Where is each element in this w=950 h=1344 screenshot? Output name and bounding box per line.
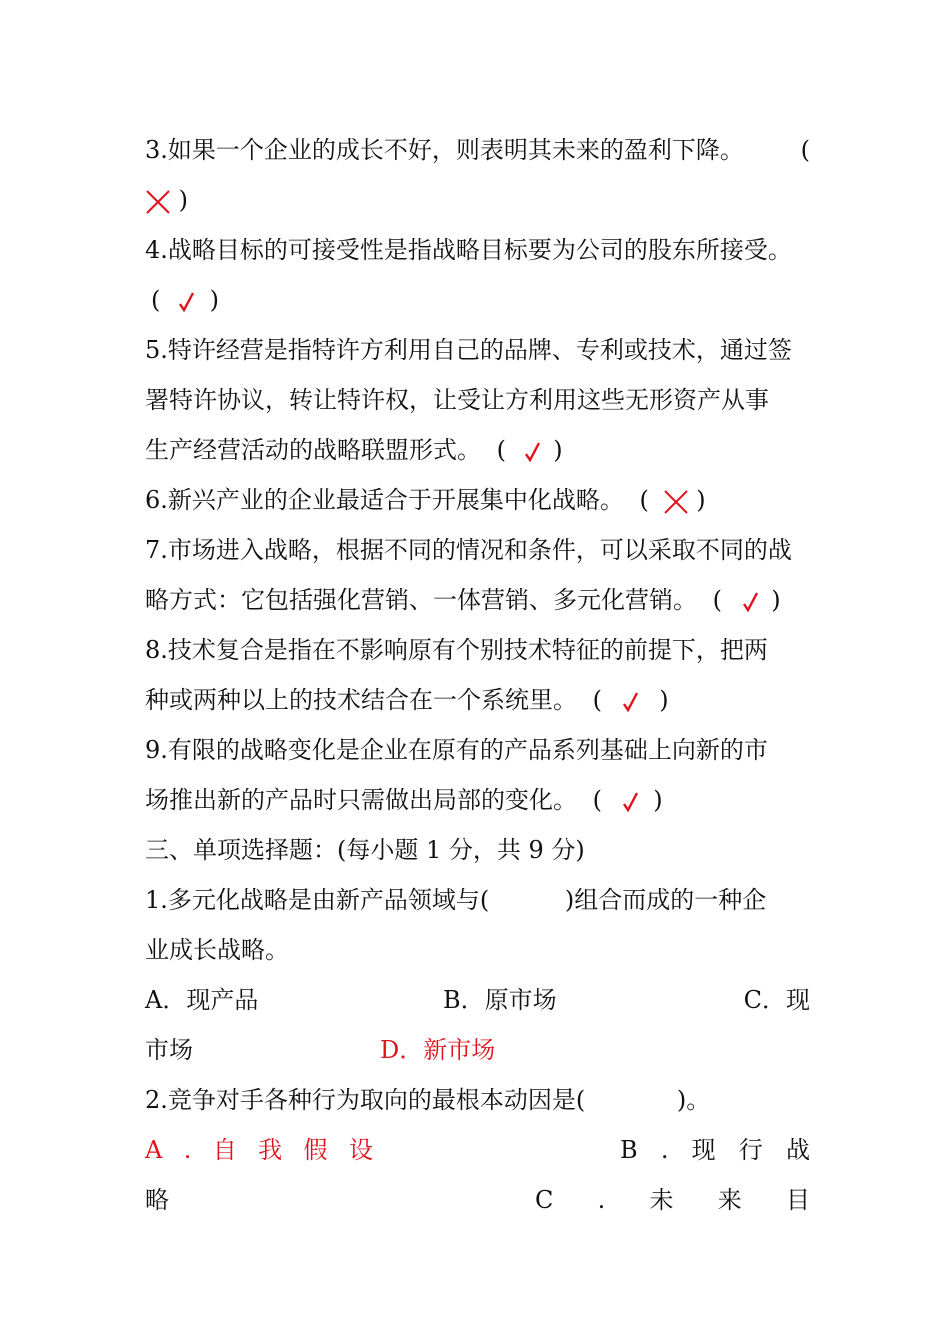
mc2-option-a [145,1125,373,1175]
mc2-option-a-char: 设 [348,1136,373,1164]
judge-q8-line1 [145,625,810,675]
judge-q5-line3 [145,425,810,475]
judge-q4-line1 [145,225,810,275]
mc1-option-b: B．原市场 [443,986,557,1014]
judge-q6-line1 [145,475,810,525]
judge-q3-line2 [145,175,810,225]
judge-q6-text: 6.新兴产业的企业最适合于开展集中化战略。 [145,486,624,514]
section3-heading-text: 三、单项选择题：(每小题 1 分，共 9 分) [145,836,585,864]
judge-q6-open-paren: ( [639,486,649,514]
judge-q5-text-line2: 署特许协议，转让特许权，让受让方利用这些无形资产从事 [145,386,769,414]
mc2-option-c-char: 来 [717,1186,742,1214]
check-icon [622,691,640,713]
check-icon [178,291,196,313]
judge-q5-close-paren: ) [553,436,563,464]
judge-q4-open-paren: ( [151,286,161,314]
mc1-option-c-part1: C．现 [743,986,810,1014]
mc1-stem-part1: 1.多元化战略是由新产品领域与( [145,886,490,914]
judge-q5-line2 [145,375,810,425]
judge-q7-line1 [145,525,810,575]
mc2-option-b-char: 行 [738,1136,763,1164]
mc2-option-a-char: A [145,1136,163,1164]
judge-q8-open-paren: ( [592,686,603,714]
judge-q8-text-line1: 8.技术复合是指在不影响原有个别技术特征的前提下，把两 [145,636,768,664]
mc2-option-c-char: C [535,1186,554,1214]
mc2-option-a-char: 假 [303,1136,328,1164]
mc1-option-a: A．现产品 [145,986,259,1014]
judge-q7-text-line2: 略方式：它包括强化营销、一体营销、多元化营销。 [145,586,697,614]
judge-q5-text-line1: 5.特许经营是指特许方利用自己的品牌、专利或技术，通过签 [145,336,792,364]
mc1-options-line1 [145,975,810,1025]
mc2-options-line1 [145,1125,810,1175]
mc2-option-a-char: 我 [258,1136,283,1164]
judge-q4-line2 [145,275,810,325]
judge-q7-open-paren: ( [712,586,723,614]
mc2-option-c-char: . [597,1186,606,1214]
mc2-option-b-char: B [620,1136,638,1164]
mc1-stem-line2 [145,925,810,975]
judge-q9-line2 [145,775,810,825]
mc1-stem-part2: )组合而成的一种企 [564,886,767,914]
mc2-stem-part2: )。 [676,1086,711,1114]
judge-q5-line1 [145,325,810,375]
judge-q9-text-line2: 场推出新的产品时只需做出局部的变化。 [145,786,577,814]
mc2-option-b-char: 现 [691,1136,716,1164]
cross-icon [663,489,689,515]
judge-q9-line1 [145,725,810,775]
judge-q9-close-paren: ) [653,786,663,814]
judge-q3-open-paren: ( [800,136,810,164]
judge-q3-text: 3.如果一个企业的成长不好，则表明其未来的盈利下降。 [145,136,744,164]
judge-q3-close-paren: ) [178,186,189,214]
mc2-option-b-char: 战 [785,1136,810,1164]
cross-icon [145,189,171,215]
mc2-option-c [535,1175,810,1225]
mc2-option-b-part2: 略 [145,1186,169,1214]
judge-q7-line2 [145,575,810,625]
mc1-option-d: D．新市场 [380,1036,496,1064]
judge-q7-close-paren: ) [771,586,781,614]
judge-q4-text: 4.战略目标的可接受性是指战略目标要为公司的股东所接受。 [145,236,792,264]
check-icon [524,441,542,463]
mc1-options-line2 [145,1025,810,1075]
check-icon [622,791,640,813]
judge-q3-line1 [145,125,810,175]
section3-heading [145,825,810,875]
mc2-stem-line1 [145,1075,810,1125]
mc2-option-b-char: . [660,1136,669,1164]
check-icon [742,591,760,613]
judge-q8-close-paren: ) [659,686,669,714]
mc2-option-b [620,1125,810,1175]
judge-q4-close-paren: ) [209,286,220,314]
judge-q8-line2 [145,675,810,725]
judge-q9-open-paren: ( [592,786,603,814]
mc1-option-c-part2: 市场 [145,1036,193,1064]
mc2-option-c-char: 目 [785,1186,810,1214]
mc2-options-line2 [145,1175,810,1225]
judge-q5-open-paren: ( [496,436,507,464]
mc2-option-a-char: . [183,1136,192,1164]
mc2-stem-part1: 2.竞争对手各种行为取向的最根本动因是( [145,1086,586,1114]
judge-q9-text-line1: 9.有限的战略变化是企业在原有的产品系列基础上向新的市 [145,736,768,764]
mc1-stem-part3: 业成长战略。 [145,936,289,964]
mc1-stem-line1 [145,875,810,925]
judge-q7-text-line1: 7.市场进入战略，根据不同的情况和条件，可以采取不同的战 [145,536,792,564]
mc2-option-c-char: 未 [649,1186,674,1214]
judge-q6-close-paren: ) [696,486,706,514]
judge-q5-text-line3: 生产经营活动的战略联盟形式。 [145,436,481,464]
judge-q8-text-line2: 种或两种以上的技术结合在一个系统里。 [145,686,577,714]
mc2-option-a-char: 自 [212,1136,237,1164]
